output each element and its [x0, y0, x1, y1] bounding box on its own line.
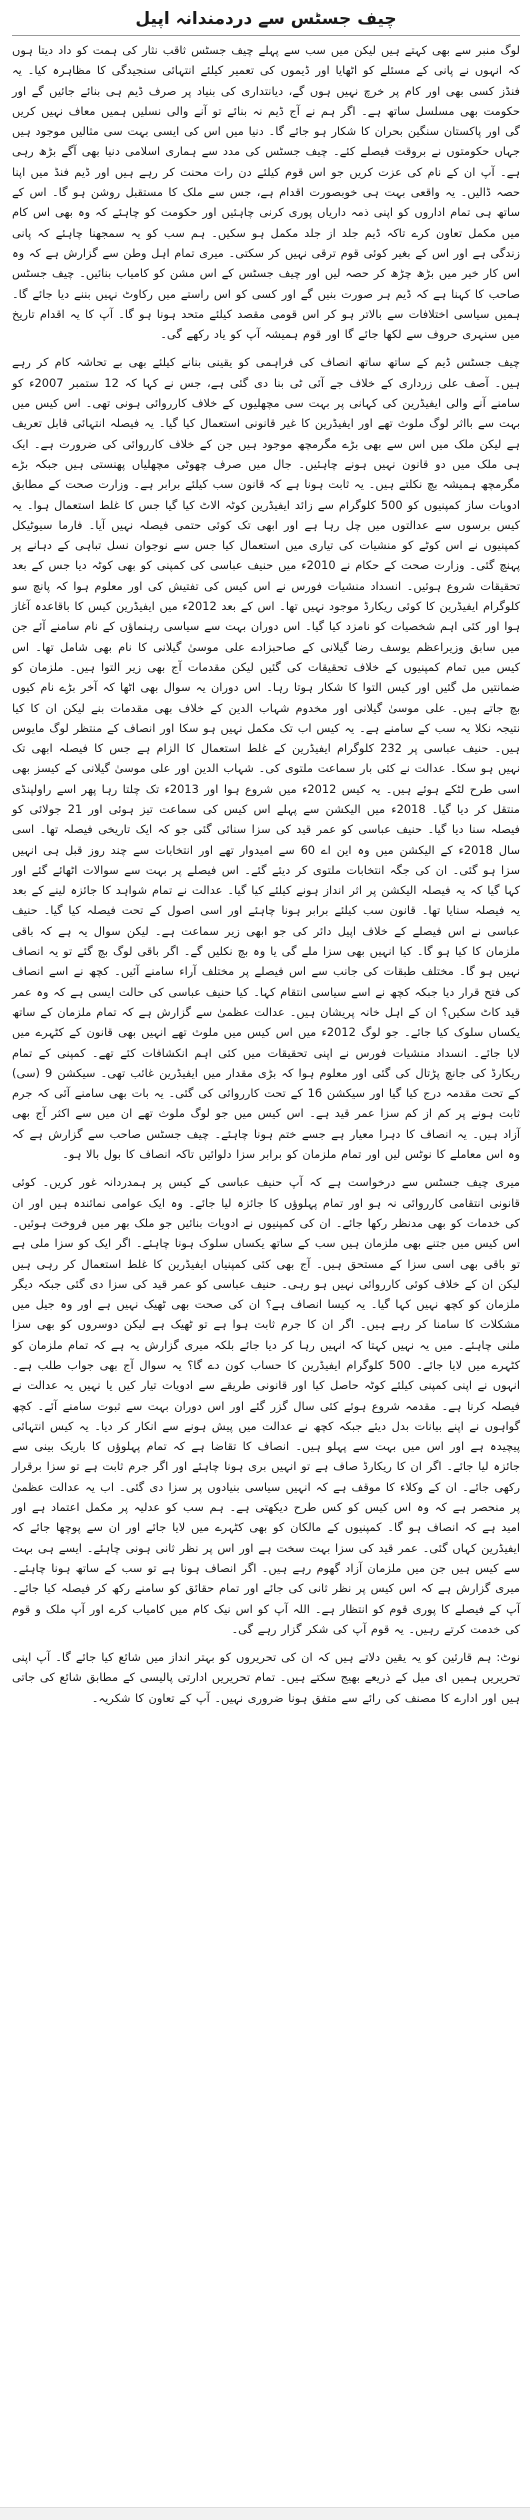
page-footer-strip [0, 2507, 530, 2520]
article-paragraph-1: لوگ منبر سے بھی کہتے ہیں لیکن میں سب سے پہلے چیف جسٹس ثاقب نثار کی ہمت کو داد دیتا ہوں کہ انہوں نے پانی کے مسئلے کو اٹھایا اور ڈیموں کی تعمیر کیلئے انتہائی سنجیدگی کا مظاہرہ کیا۔ یہ فنڈز کسی بھی اور کام پر خرچ نہیں ہوں گے، دیانتداری کی بنیاد پر صرف ڈیم ہی بنائے جائیں گے اور حکومت بھی مسلسل ساتھ ہے۔ اگر ہم نے آج ڈیم نہ بنائے تو آنے والی نسلیں ہمیں معاف نہیں کریں گی اور پاکستان سنگین بحران کا شکار ہو جائے گا۔ دنیا میں اس کی ایسی بہت سی مثالیں موجود ہیں جہاں حکومتوں نے بروقت فیصلے کئے۔ چیف جسٹس کی مدد سے ہماری اسلامی دنیا بھی آگے بڑھ رہی ہے۔ آپ ان کے نام کی عزت کریں جو اس قوم کیلئے دن رات محنت کر رہے ہیں اور ڈیم فنڈ میں اپنا حصہ ڈالیں۔ یہ واقعی بہت ہی خوبصورت اقدام ہے، جس سے ملک کا مستقبل روشن ہو گا۔ اس کے ساتھ ہی تمام اداروں کو اپنی ذمہ داریاں پوری کرنی چاہئیں اور حکومت کو چاہئے کہ وہ بھی اس کام میں مکمل تعاون کرے تاکہ ڈیم جلد از جلد مکمل ہو سکیں۔ ہم سب کو یہ سمجھنا چاہئے کہ پانی زندگی ہے اور اس کے بغیر کوئی قوم ترقی نہیں کر سکتی۔ میری تمام اہل وطن سے گزارش ہے کہ وہ اس کار خیر میں بڑھ چڑھ کر حصہ لیں اور چیف جسٹس کے اس مشن کو کامیاب بنائیں۔ چیف جسٹس صاحب کا کہنا ہے کہ ڈیم ہر صورت بنیں گے اور کسی کو اس راستے میں رکاوٹ نہیں بننے دیا جائے گا۔ ہمیں سیاسی اختلافات سے بالاتر ہو کر اس قومی مقصد کیلئے متحد ہونا ہو گا۔ آپ کا یہ اقدام تاریخ میں سنہری حروف سے لکھا جائے گا اور قوم ہمیشہ آپ کو یاد رکھے گی۔ [12, 43, 520, 342]
article-title: چیف جسٹس سے دردمندانہ اپیل [12, 8, 520, 36]
article-paragraph-2: چیف جسٹس ڈیم کے ساتھ ساتھ انصاف کی فراہمی کو یقینی بنانے کیلئے بھی بے تحاشہ کام کر رہے ہیں۔ آصف علی زرداری کے خلاف جے آئی ٹی بنا دی گئی ہے، جس نے کہا کہ 12 ستمبر 2007ء کو سامنے آنے والی ایفیڈرین کی کہانی پر بہت سی مچھلیوں کے خلاف کارروائی ہونی تھی۔ اس کیس میں بہت سے بااثر لوگ ملوث تھے اور ایفیڈرین کا غیر قانونی استعمال کیا گیا۔ یہ فیصلہ انتہائی قابل تعریف ہے لیکن ملک میں اس سے بھی بڑے مگرمچھ موجود ہیں جن کے خلاف کارروائی کی ضرورت ہے۔ ایک ہی ملک میں دو قانون نہیں ہونے چاہئیں۔ جال میں صرف چھوٹی مچھلیاں پھنستی ہیں جبکہ بڑے مگرمچھ ہمیشہ بچ نکلتے ہیں۔ یہ ثابت ہونا ہے کہ قانون سب کیلئے برابر ہے۔ وزارت صحت کے مطابق ادویات ساز کمپنیوں کو 500 کلوگرام سے زائد ایفیڈرین کوٹہ الاٹ کیا گیا جس کا غلط استعمال ہوا۔ یہ کیس برسوں سے عدالتوں میں چل رہا ہے اور ابھی تک کوئی حتمی فیصلہ نہیں آیا۔ فارما سیوٹیکل کمپنیوں نے اس کوٹے کو منشیات کی تیاری میں استعمال کیا جس سے نوجوان نسل تباہی کے دہانے پر پہنچ گئی۔ وزارت صحت کے حکام نے 2010ء میں حنیف عباسی کی کمپنی کو بھی کوٹہ دیا جس کے بعد تحقیقات شروع ہوئیں۔ انسداد منشیات فورس نے اس کیس کی تفتیش کی اور معلوم ہوا کہ پانچ سو کلوگرام ایفیڈرین کا کوئی ریکارڈ موجود نہیں تھا۔ اس کے بعد 2012ء میں ایفیڈرین کیس کا باقاعدہ آغاز ہوا اور کئی اہم شخصیات کو نامزد کیا گیا۔ اس دوران بہت سے سیاسی رہنماؤں کے نام سامنے آئے جن میں سابق وزیراعظم یوسف رضا گیلانی کے صاحبزادے علی موسیٰ گیلانی کا نام بھی شامل تھا۔ اس کیس میں تمام کمپنیوں کے خلاف تحقیقات کی گئیں لیکن مقدمات آج بھی زیر التوا ہیں۔ ملزمان کو ضمانتیں مل گئیں اور کیس التوا کا شکار ہوتا رہا۔ اس دوران یہ سوال بھی اٹھا کہ آخر بڑے نام کیوں بچ جاتے ہیں۔ علی موسیٰ گیلانی اور مخدوم شہاب الدین کے خلاف بھی مقدمات بنے لیکن ان کا کیا نتیجہ نکلا یہ سب کے سامنے ہے۔ یہ کیس اب تک مکمل نہیں ہو سکا اور انصاف کے منتظر لوگ مایوس ہیں۔ حنیف عباسی پر 232 کلوگرام ایفیڈرین کے غلط استعمال کا الزام ہے جس کا فیصلہ ابھی تک نہیں ہو سکا۔ عدالت نے کئی بار سماعت ملتوی کی۔ شہاب الدین اور علی موسیٰ گیلانی کے کیسز بھی اسی طرح لٹکے ہوئے ہیں۔ یہ کیس 2012ء میں شروع ہوا اور 2013ء تک چلتا رہا پھر اسے راولپنڈی منتقل کر دیا گیا۔ 2018ء میں الیکشن سے پہلے اس کیس کی سماعت تیز ہوئی اور 21 جولائی کو فیصلہ سنا دیا گیا۔ حنیف عباسی کو عمر قید کی سزا سنائی گئی جو کہ ایک تاریخی فیصلہ تھا۔ اسی سال 2018ء کے الیکشن میں وہ این اے 60 سے امیدوار تھے اور انتخابات سے چند روز قبل ہی انہیں سزا ہو گئی۔ ان کی جگہ انتخابات ملتوی کر دیئے گئے۔ اس فیصلے پر بہت سے سوالات اٹھائے گئے اور کہا گیا کہ یہ فیصلہ الیکشن پر اثر انداز ہونے کیلئے کیا گیا۔ عدالت نے تمام شواہد کا جائزہ لینے کے بعد یہ فیصلہ سنایا تھا۔ قانون سب کیلئے برابر ہونا چاہئے اور اسی اصول کے تحت فیصلہ کیا گیا۔ حنیف عباسی نے اس فیصلے کے خلاف اپیل دائر کی جو ابھی زیر سماعت ہے۔ لیکن سوال یہ ہے کہ باقی ملزمان کا کیا ہو گا۔ کیا انہیں بھی سزا ملے گی یا وہ بچ نکلیں گے۔ اگر باقی لوگ بچ گئے تو یہ انصاف نہیں ہو گا۔ مختلف طبقات کی جانب سے اس فیصلے پر مختلف آراء سامنے آئیں۔ کچھ نے اسے انصاف کی فتح قرار دیا جبکہ کچھ نے اسے سیاسی انتقام کہا۔ کیا حنیف عباسی کی حالت ایسی ہے کہ وہ عمر قید کاٹ سکیں؟ ان کے اہل خانہ پریشان ہیں۔ عدالت عظمیٰ سے گزارش ہے کہ تمام ملزمان کے ساتھ یکساں سلوک کیا جائے۔ جو لوگ 2012ء میں اس کیس میں ملوث تھے انہیں بھی قانون کے کٹہرے میں لایا جائے۔ انسداد منشیات فورس نے اپنی تحقیقات میں کئی اہم انکشافات کئے تھے۔ کمپنی کے تمام ریکارڈ کی جانچ پڑتال کی گئی اور معلوم ہوا کہ بڑی مقدار میں ایفیڈرین غائب تھی۔ سیکشن 9 (سی) کے تحت مقدمہ درج کیا گیا اور سیکشن 16 کے تحت کارروائی کی گئی۔ یہ بات بھی سامنے آئی کہ جرم ثابت ہونے پر کم از کم سزا عمر قید ہے۔ اس کیس میں جو لوگ ملوث تھے ان میں سے اکثر آج بھی آزاد ہیں۔ یہ انصاف کا دہرا معیار ہے جسے ختم ہونا چاہئے۔ چیف جسٹس صاحب سے گزارش ہے کہ وہ اس معاملے کا نوٹس لیں اور تمام ملزمان کو برابر سزا دلوائیں تاکہ انصاف کا بول بالا ہو۔ [12, 355, 521, 1162]
article-paragraph-3: میری چیف جسٹس سے درخواست ہے کہ آپ حنیف عباسی کے کیس پر ہمدردانہ غور کریں۔ کوئی قانونی انتقامی کارروائی نہ ہو اور تمام پہلوؤں کا جائزہ لیا جائے۔ وہ ایک عوامی نمائندہ ہیں اور ان کی خدمات کو بھی مدنظر رکھا جائے۔ ان کی کمپنیوں نے ادویات بنائیں جو ملک بھر میں فروخت ہوئیں۔ اس کیس میں جتنے بھی ملزمان ہیں سب کے ساتھ یکساں سلوک ہونا چاہئے۔ اگر ایک کو سزا ملی ہے تو باقی بھی اسی سزا کے مستحق ہیں۔ آج بھی کئی کمپنیاں ایفیڈرین کا غلط استعمال کر رہی ہیں لیکن ان کے خلاف کوئی کارروائی نہیں ہو رہی۔ حنیف عباسی کو عمر قید کی سزا دی گئی جبکہ دیگر ملزمان کو کچھ نہیں کہا گیا۔ یہ کیسا انصاف ہے؟ ان کی صحت بھی ٹھیک نہیں ہے اور وہ جیل میں مشکلات کا سامنا کر رہے ہیں۔ اگر ان کا جرم ثابت ہوا ہے تو ٹھیک ہے لیکن دوسروں کو بھی سزا ملنی چاہئے۔ میں یہ نہیں کہتا کہ انہیں رہا کر دیا جائے بلکہ میری گزارش یہ ہے کہ تمام ملزمان کو کٹہرے میں لایا جائے۔ 500 کلوگرام ایفیڈرین کا حساب کون دے گا؟ یہ سوال آج بھی جواب طلب ہے۔ انہوں نے اپنی کمپنی کیلئے کوٹہ حاصل کیا اور قانونی طریقے سے ادویات تیار کیں یا نہیں یہ عدالت نے فیصلہ کرنا ہے۔ مقدمہ شروع ہوئے کئی سال گزر گئے اور اس دوران بہت سے ثبوت سامنے آئے۔ کچھ گواہوں نے اپنے بیانات بدل دیئے جبکہ کچھ نے عدالت میں پیش ہونے سے انکار کر دیا۔ یہ کیس انتہائی پیچیدہ ہے اور اس میں بہت سے پہلو ہیں۔ انصاف کا تقاضا ہے کہ تمام پہلوؤں کا باریک بینی سے جائزہ لیا جائے۔ اگر ان کا ریکارڈ صاف ہے تو انہیں بری ہونا چاہئے اور اگر جرم ثابت ہے تو سزا برقرار رکھی جائے۔ ان کے وکلاء کا موقف ہے کہ انہیں سیاسی بنیادوں پر سزا دی گئی۔ اب یہ عدالت عظمیٰ پر منحصر ہے کہ وہ اس کیس کو کس طرح دیکھتی ہے۔ ہم سب کو عدلیہ پر مکمل اعتماد ہے اور امید ہے کہ انصاف ہو گا۔ کمپنیوں کے مالکان کو بھی کٹہرے میں لایا جائے اور ان سے پوچھا جائے کہ ایفیڈرین کہاں گئی۔ عمر قید کی سزا بہت سخت ہے اور اس پر نظر ثانی ہونی چاہئے۔ ایسے ہی بہت سے کیس ہیں جن میں ملزمان آزاد گھوم رہے ہیں۔ اگر انصاف ہونا ہے تو سب کے ساتھ ہونا چاہئے۔ میری گزارش ہے کہ اس کیس پر نظر ثانی کی جائے اور تمام حقائق کو سامنے رکھ کر فیصلہ کیا جائے۔ آپ کے فیصلے کا پوری قوم کو انتظار ہے۔ اللہ آپ کو اس نیک کام میں کامیاب کرے اور آپ ملک و قوم کی خدمت کرتے رہیں۔ یہ قوم آپ کی شکر گزار رہے گی۔ [12, 1175, 521, 1636]
article-paragraph-4: نوٹ: ہم قارئین کو یہ یقین دلاتے ہیں کہ ان کی تحریروں کو بہتر انداز میں شائع کیا جائے گا۔ آپ اپنی تحریریں ہمیں ای میل کے ذریعے بھیج سکتے ہیں۔ تمام تحریریں ادارتی پالیسی کے مطابق شائع کی جاتی ہیں اور ادارے کا مصنف کی رائے سے متفق ہونا ضروری نہیں۔ آپ کے تعاون کا شکریہ۔ [12, 1650, 520, 1705]
